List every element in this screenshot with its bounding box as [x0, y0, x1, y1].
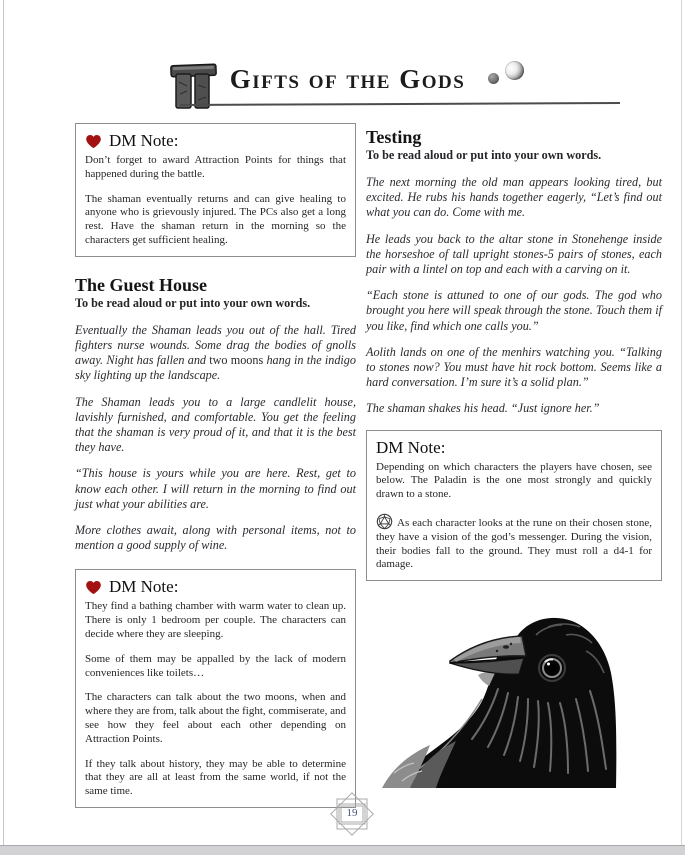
- read-aloud-paragraph: [75, 323, 356, 384]
- dm-note-title: DM Note:: [109, 577, 179, 597]
- read-aloud-paragraph: “This house is yours while you are here. Rest, get to know each other. I will return in the morning to find out just what your abilities are.: [75, 466, 356, 511]
- read-aloud-kicker: To be read aloud or put into your own words.: [75, 295, 311, 310]
- left-column: [75, 123, 356, 808]
- section-heading-testing: Testing: [366, 127, 422, 147]
- dm-note-heading: [85, 577, 346, 597]
- trilithon-stones-icon: [168, 60, 220, 110]
- heart-icon: [85, 134, 102, 149]
- raven-illustration: [380, 611, 620, 788]
- dm-note-box-battle: [75, 123, 356, 257]
- page-number-ornament: [329, 791, 375, 837]
- note-paragraph-text: As each character looks at the rune on their chosen stone, they have a vision of the god’s messenger. During the vision, their bodies fall to the ground. They must roll a d4-1 for damage.: [376, 517, 652, 571]
- dm-note-heading: [85, 131, 346, 151]
- read-aloud-paragraph: The shaman shakes his head. “Just ignore her.”: [366, 401, 600, 416]
- read-aloud-segment: hang in the indigo sky lighting up the landscape.: [75, 353, 356, 383]
- note-paragraph: Some of them may be appalled by the lack of modern conveniences like toilets…: [85, 652, 346, 679]
- read-aloud-roman-segment: two moons: [209, 353, 264, 368]
- read-aloud-paragraph: He leads you back to the altar stone in Stonehenge inside the horseshoe of tall upright stones-5 pairs of stones, each pair with a lintel on top and each with a carving on it.: [366, 231, 662, 277]
- read-aloud-paragraph: The next morning the old man appears looking tired, but excited. He rubs his hands together eagerly, “Let’s find out what you can do. Come with me.: [366, 175, 662, 220]
- small-moon-icon: [488, 73, 499, 84]
- d20-die-icon: [376, 513, 393, 530]
- dm-note-title: DM Note:: [376, 437, 446, 457]
- header-divider: [180, 102, 620, 106]
- section-heading-guest-house: The Guest House: [75, 274, 208, 295]
- dm-note-title: DM Note:: [109, 131, 179, 150]
- read-aloud-kicker: To be read aloud or put into your own words.: [366, 148, 602, 162]
- heart-icon: [85, 580, 102, 595]
- viewer-bottom-band: [0, 845, 685, 855]
- note-paragraph: Don’t forget to award Attraction Points for things that happened during the battle.: [85, 154, 346, 180]
- read-aloud-segment: Eventually the Shaman leads you out of the hall. Tired fighters nurse wounds. Some drag the bodies of gnolls away. Night has fallen and: [75, 322, 356, 368]
- note-paragraph: If they talk about history, they may be able to determine that they are all at least from the same world, if not the same time.: [85, 757, 346, 798]
- page-title: Gifts of the Gods: [229, 64, 466, 94]
- page-edge-right: [681, 0, 682, 846]
- read-aloud-paragraph: Aolith lands on one of the menhirs watching you. “Talking to stones now? You must have hit rock bottom. Seems like a hard conversation. I’m sure it’s a solid plan.”: [366, 344, 662, 390]
- page-number: 19: [346, 807, 358, 819]
- note-paragraph: [376, 513, 652, 572]
- note-paragraph: The characters can talk about the two moons, when and where they are from, talk about the fight, commiserate, and see how they feel about each other depending on Attraction Points.: [85, 691, 346, 745]
- right-column: [366, 127, 662, 581]
- dm-note-box-guest-house: [75, 569, 356, 808]
- note-paragraph: The shaman eventually returns and can give healing to anyone who is grievously injured. The PCs also get a long rest. Have the shaman return in the morning so the characters get sufficient healing.: [85, 192, 346, 246]
- read-aloud-paragraph: The Shaman leads you to a large candlelit house, lavishly furnished, and comfortable. You get the feeling that the shaman is very proud of it, and that it is the best they have.: [75, 394, 356, 455]
- large-moon-icon: [505, 61, 524, 80]
- dm-note-heading: [376, 438, 652, 458]
- note-paragraph: They find a bathing chamber with warm water to clean up. There is only 1 bedroom per couple. The characters can decide where they are sleeping.: [85, 600, 346, 641]
- page-edge-left: [3, 0, 4, 846]
- read-aloud-paragraph: “Each stone is attuned to one of our gods. The god who brought you here will speak through the stone. Touch them if you like, find which one calls you.”: [366, 288, 662, 333]
- read-aloud-paragraph: More clothes await, along with personal items, not to mention a good supply of wine.: [75, 523, 356, 553]
- dm-note-box-testing: [366, 430, 662, 582]
- note-paragraph: Depending on which characters the players have chosen, see below. The Paladin is the one most strongly and quickly drawn to a stone.: [376, 460, 652, 501]
